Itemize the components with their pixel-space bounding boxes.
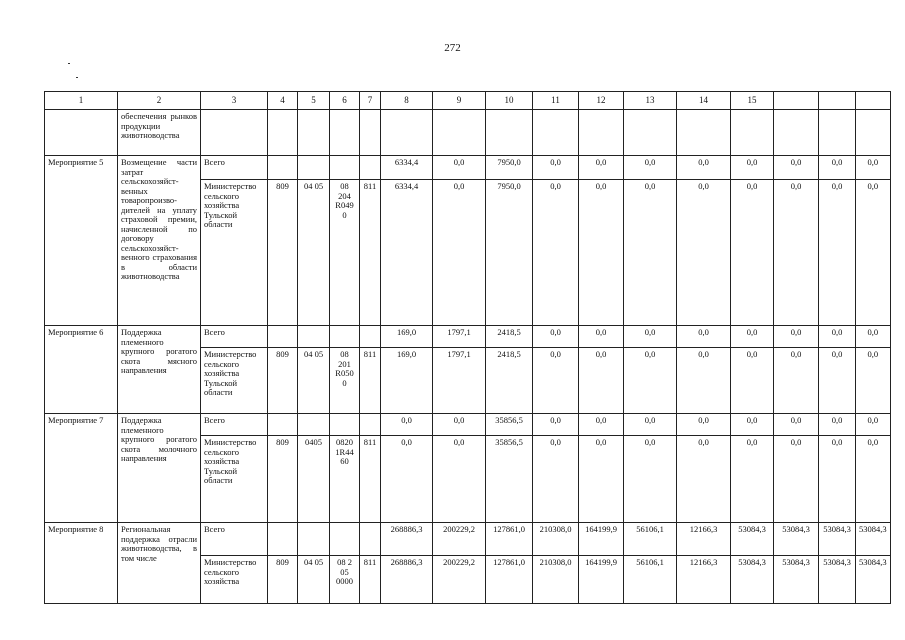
column-number-9: 9 xyxy=(433,92,486,110)
column-number-5: 5 xyxy=(298,92,330,110)
budget-table xyxy=(44,91,891,604)
executor: Всего xyxy=(201,414,268,436)
target-article-code xyxy=(330,414,360,436)
amount-cell: 0,0 xyxy=(856,180,891,326)
amount-cell: 0,0 xyxy=(731,348,774,414)
cell-empty xyxy=(330,110,360,156)
amount-cell: 210308,0 xyxy=(533,556,579,604)
column-number-row xyxy=(45,92,891,110)
amount-cell: 0,0 xyxy=(774,156,819,180)
amount-cell: 0,0 xyxy=(381,436,433,523)
amount-cell: 0,0 xyxy=(731,326,774,348)
amount-cell: 268886,3 xyxy=(381,523,433,556)
amount-cell: 210308,0 xyxy=(533,523,579,556)
scan-speck xyxy=(68,63,70,64)
admin-code xyxy=(268,326,298,348)
event-label: Мероприятие 5 xyxy=(45,156,118,326)
amount-cell: 0,0 xyxy=(856,436,891,523)
amount-cell: 0,0 xyxy=(579,156,624,180)
amount-cell: 53084,3 xyxy=(774,556,819,604)
amount-cell: 0,0 xyxy=(731,156,774,180)
column-number-16 xyxy=(774,92,819,110)
amount-cell: 0,0 xyxy=(856,414,891,436)
amount-cell: 53084,3 xyxy=(819,556,856,604)
expense-type-code xyxy=(360,523,381,556)
column-number-18 xyxy=(856,92,891,110)
amount-cell: 127861,0 xyxy=(486,556,533,604)
event-label: Мероприятие 7 xyxy=(45,414,118,523)
admin-code xyxy=(268,523,298,556)
cell-empty xyxy=(819,110,856,156)
amount-cell: 0,0 xyxy=(774,414,819,436)
amount-cell: 0,0 xyxy=(774,436,819,523)
amount-cell: 1797,1 xyxy=(433,348,486,414)
amount-cell: 268886,3 xyxy=(381,556,433,604)
admin-code: 809 xyxy=(268,348,298,414)
amount-cell: 169,0 xyxy=(381,348,433,414)
column-number-3: 3 xyxy=(201,92,268,110)
column-number-10: 10 xyxy=(486,92,533,110)
event-label: Мероприятие 8 xyxy=(45,523,118,604)
amount-cell: 169,0 xyxy=(381,326,433,348)
amount-cell: 0,0 xyxy=(433,414,486,436)
cell-empty xyxy=(381,110,433,156)
amount-cell: 53084,3 xyxy=(856,523,891,556)
cell-empty xyxy=(268,110,298,156)
amount-cell: 0,0 xyxy=(819,414,856,436)
event-name: Возмещение части затрат сельскохозяйст-венных товаропроизво-дителей на уплату страховой премии, начисленной по договору сельскохозяйст-венного страхования в области животноводства xyxy=(118,156,201,326)
amount-cell: 56106,1 xyxy=(624,523,677,556)
section-code: 04 05 xyxy=(298,180,330,326)
admin-code: 809 xyxy=(268,556,298,604)
admin-code xyxy=(268,156,298,180)
section-code: 0405 xyxy=(298,436,330,523)
amount-cell: 0,0 xyxy=(856,348,891,414)
admin-code: 809 xyxy=(268,436,298,523)
amount-cell: 0,0 xyxy=(677,180,731,326)
amount-cell: 0,0 xyxy=(579,414,624,436)
amount-cell: 0,0 xyxy=(677,326,731,348)
amount-cell: 53084,3 xyxy=(856,556,891,604)
executor: Министерство сельского хозяйства Тульской области xyxy=(201,348,268,414)
amount-cell: 0,0 xyxy=(624,348,677,414)
cell-empty xyxy=(579,110,624,156)
amount-cell: 0,0 xyxy=(579,326,624,348)
amount-cell: 6334,4 xyxy=(381,180,433,326)
executor: Всего xyxy=(201,523,268,556)
column-number-15: 15 xyxy=(731,92,774,110)
event-5-row-total xyxy=(45,156,891,180)
section-code: 04 05 xyxy=(298,556,330,604)
continuation-text: обеспечения рынков продукции животноводства xyxy=(118,110,201,156)
expense-type-code xyxy=(360,156,381,180)
target-article-code xyxy=(330,326,360,348)
cell-empty xyxy=(201,110,268,156)
amount-cell: 56106,1 xyxy=(624,556,677,604)
column-number-12: 12 xyxy=(579,92,624,110)
amount-cell: 0,0 xyxy=(819,348,856,414)
column-number-7: 7 xyxy=(360,92,381,110)
expense-type-code xyxy=(360,414,381,436)
amount-cell: 200229,2 xyxy=(433,556,486,604)
amount-cell: 0,0 xyxy=(433,156,486,180)
amount-cell: 0,0 xyxy=(579,436,624,523)
amount-cell: 0,0 xyxy=(381,414,433,436)
amount-cell: 0,0 xyxy=(819,326,856,348)
amount-cell: 0,0 xyxy=(533,180,579,326)
amount-cell: 0,0 xyxy=(533,414,579,436)
amount-cell: 0,0 xyxy=(433,436,486,523)
amount-cell: 0,0 xyxy=(819,180,856,326)
cell-empty xyxy=(486,110,533,156)
scan-speck xyxy=(76,77,78,78)
section-code xyxy=(298,156,330,180)
expense-type-code: 811 xyxy=(360,348,381,414)
page-number: 272 xyxy=(444,42,461,54)
amount-cell: 53084,3 xyxy=(731,556,774,604)
event-name: Региональная поддержка отрасли животноводства, в том числе xyxy=(118,523,201,604)
amount-cell: 0,0 xyxy=(533,156,579,180)
amount-cell: 0,0 xyxy=(624,326,677,348)
continuation-row xyxy=(45,110,891,156)
amount-cell: 0,0 xyxy=(677,436,731,523)
amount-cell: 0,0 xyxy=(731,180,774,326)
amount-cell: 0,0 xyxy=(819,436,856,523)
cell-empty xyxy=(360,110,381,156)
event-6-row-total xyxy=(45,326,891,348)
executor: Министерство сельского хозяйства xyxy=(201,556,268,604)
target-article-code: 08 2 05 0000 xyxy=(330,556,360,604)
amount-cell: 0,0 xyxy=(579,180,624,326)
section-code: 04 05 xyxy=(298,348,330,414)
amount-cell: 0,0 xyxy=(731,414,774,436)
section-code xyxy=(298,414,330,436)
amount-cell: 0,0 xyxy=(579,348,624,414)
admin-code xyxy=(268,414,298,436)
expense-type-code: 811 xyxy=(360,436,381,523)
cell-empty xyxy=(45,110,118,156)
cell-empty xyxy=(533,110,579,156)
expense-type-code xyxy=(360,326,381,348)
amount-cell: 0,0 xyxy=(774,326,819,348)
amount-cell: 0,0 xyxy=(856,326,891,348)
executor: Всего xyxy=(201,326,268,348)
column-number-14: 14 xyxy=(677,92,731,110)
amount-cell: 0,0 xyxy=(856,156,891,180)
amount-cell: 12166,3 xyxy=(677,556,731,604)
column-number-2: 2 xyxy=(118,92,201,110)
amount-cell: 200229,2 xyxy=(433,523,486,556)
column-number-13: 13 xyxy=(624,92,677,110)
amount-cell: 35856,5 xyxy=(486,436,533,523)
executor: Министерство сельского хозяйства Тульской области xyxy=(201,180,268,326)
event-8-row-total xyxy=(45,523,891,556)
cell-empty xyxy=(677,110,731,156)
section-code xyxy=(298,326,330,348)
amount-cell: 6334,4 xyxy=(381,156,433,180)
cell-empty xyxy=(298,110,330,156)
column-number-4: 4 xyxy=(268,92,298,110)
amount-cell: 0,0 xyxy=(819,156,856,180)
column-number-6: 6 xyxy=(330,92,360,110)
amount-cell: 164199,9 xyxy=(579,523,624,556)
event-name: Поддержка племенного крупного рогатого скота мясного направления xyxy=(118,326,201,414)
amount-cell: 0,0 xyxy=(533,436,579,523)
amount-cell: 0,0 xyxy=(624,414,677,436)
expense-type-code: 811 xyxy=(360,180,381,326)
section-code xyxy=(298,523,330,556)
amount-cell: 7950,0 xyxy=(486,156,533,180)
target-article-code: 08 201 R050 0 xyxy=(330,348,360,414)
amount-cell: 0,0 xyxy=(774,348,819,414)
cell-empty xyxy=(624,110,677,156)
amount-cell: 2418,5 xyxy=(486,348,533,414)
amount-cell: 0,0 xyxy=(533,326,579,348)
amount-cell: 35856,5 xyxy=(486,414,533,436)
amount-cell: 0,0 xyxy=(677,156,731,180)
event-7-row-total xyxy=(45,414,891,436)
amount-cell: 0,0 xyxy=(624,436,677,523)
amount-cell: 0,0 xyxy=(624,156,677,180)
amount-cell: 0,0 xyxy=(677,348,731,414)
target-article-code: 08 204 R049 0 xyxy=(330,180,360,326)
amount-cell: 2418,5 xyxy=(486,326,533,348)
amount-cell: 1797,1 xyxy=(433,326,486,348)
amount-cell: 127861,0 xyxy=(486,523,533,556)
cell-empty xyxy=(856,110,891,156)
amount-cell: 0,0 xyxy=(624,180,677,326)
target-article-code xyxy=(330,523,360,556)
amount-cell: 0,0 xyxy=(677,414,731,436)
expense-type-code: 811 xyxy=(360,556,381,604)
cell-empty xyxy=(774,110,819,156)
admin-code: 809 xyxy=(268,180,298,326)
amount-cell: 53084,3 xyxy=(731,523,774,556)
amount-cell: 53084,3 xyxy=(774,523,819,556)
column-number-8: 8 xyxy=(381,92,433,110)
event-label: Мероприятие 6 xyxy=(45,326,118,414)
executor: Всего xyxy=(201,156,268,180)
target-article-code xyxy=(330,156,360,180)
event-name: Поддержка племенного крупного рогатого скота молочного направления xyxy=(118,414,201,523)
amount-cell: 0,0 xyxy=(774,180,819,326)
executor: Министерство сельского хозяйства Тульской области xyxy=(201,436,268,523)
amount-cell: 0,0 xyxy=(533,348,579,414)
amount-cell: 7950,0 xyxy=(486,180,533,326)
cell-empty xyxy=(731,110,774,156)
column-number-17 xyxy=(819,92,856,110)
column-number-11: 11 xyxy=(533,92,579,110)
amount-cell: 12166,3 xyxy=(677,523,731,556)
target-article-code: 0820 1R44 60 xyxy=(330,436,360,523)
cell-empty xyxy=(433,110,486,156)
amount-cell: 164199,9 xyxy=(579,556,624,604)
amount-cell: 53084,3 xyxy=(819,523,856,556)
amount-cell: 0,0 xyxy=(433,180,486,326)
column-number-1: 1 xyxy=(45,92,118,110)
amount-cell: 0,0 xyxy=(731,436,774,523)
